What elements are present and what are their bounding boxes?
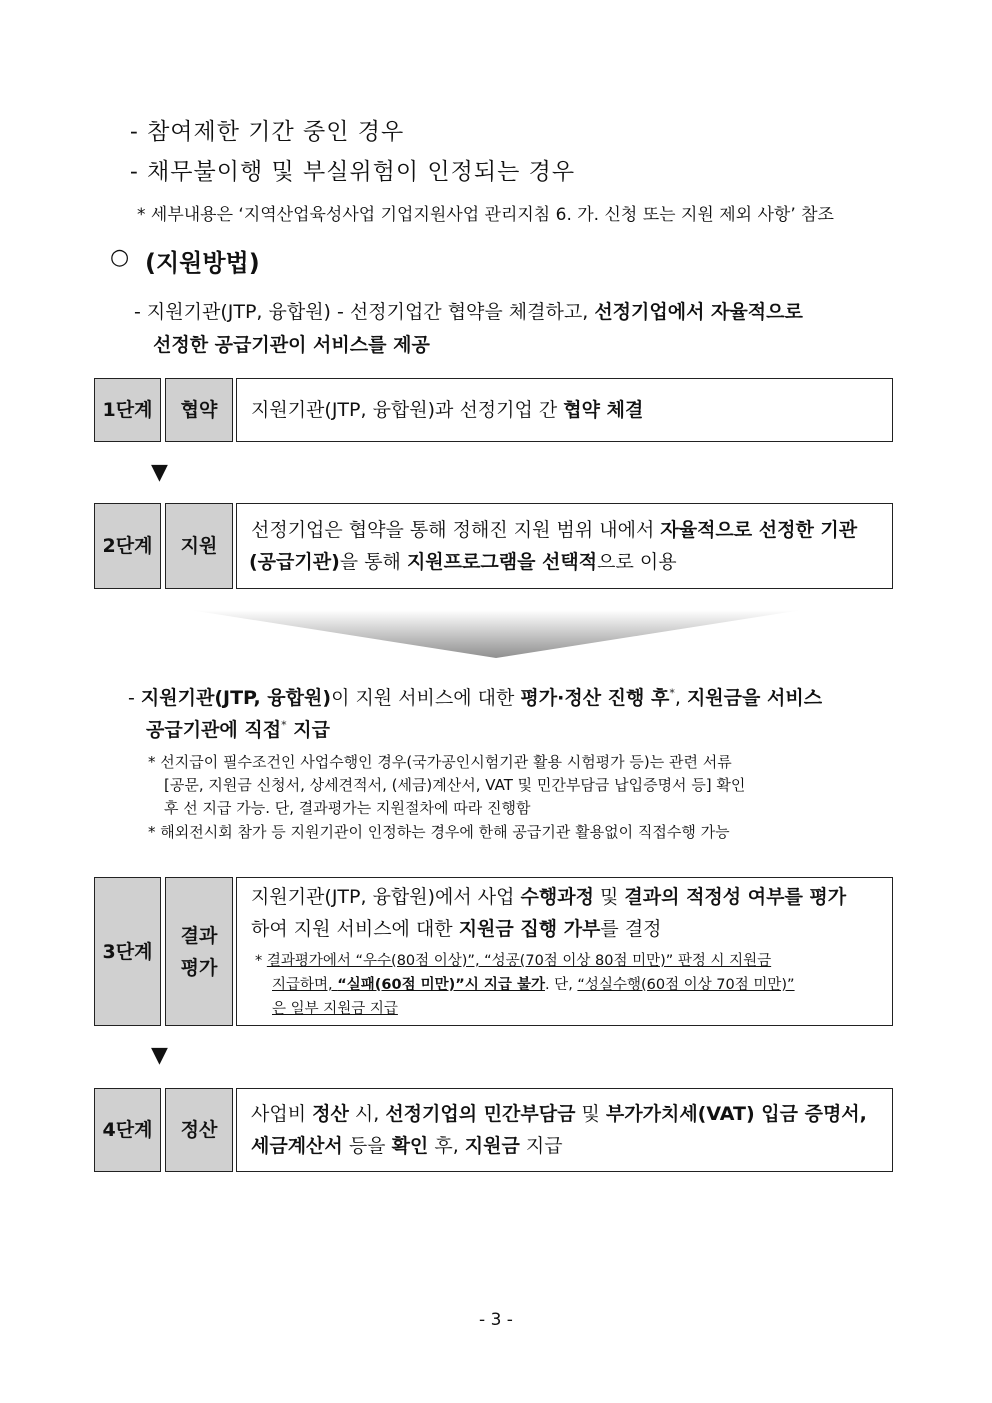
step4-row-1 bbox=[251, 1098, 892, 1130]
mid-line-1 bbox=[128, 683, 822, 710]
step4-text-h: 등을 bbox=[342, 1135, 392, 1157]
step1-text-b: 협약 체결 bbox=[563, 399, 644, 421]
step3-text-a: 지원기관(JTP, 융합원)에서 사업 bbox=[251, 886, 521, 908]
mid-text-f: 공급기관에 직접 bbox=[146, 719, 282, 741]
reference-note: * 세부내용은 ‘지역산업육성사업 기업지원사업 관리지침 6. 가. 신청 또는 지원 제외 사항’ 참조 bbox=[137, 205, 834, 225]
step3-note-star: * bbox=[255, 953, 267, 969]
step3-name-2: 평가 bbox=[180, 956, 218, 979]
mid-note-2: [공문, 지원금 신청서, 상세견적서, (세금)계산서, VAT 및 민간부담금 납입증명서 등] 확인 bbox=[164, 776, 746, 794]
step4-text-b: 정산 bbox=[312, 1103, 349, 1125]
step2-content bbox=[236, 503, 893, 589]
step1-text bbox=[251, 394, 643, 426]
step3-text-g: 를 결정 bbox=[600, 918, 662, 940]
step4-content bbox=[236, 1088, 893, 1172]
mid-note-3: 후 선 지급 가능. 단, 결과평가는 지원절차에 따라 진행함 bbox=[164, 799, 531, 817]
step4-text-l: 지급 bbox=[519, 1135, 563, 1157]
step3-name bbox=[165, 877, 233, 1026]
down-arrow-2: ▼ bbox=[151, 1043, 168, 1068]
step3-note-3 bbox=[251, 997, 892, 1021]
step2-text-f: 으로 이용 bbox=[597, 551, 677, 573]
step3-text-c: 및 bbox=[593, 886, 625, 908]
step2-name: 지원 bbox=[165, 503, 233, 589]
step3-note-1-text: 결과평가에서 “우수(80점 이상)”, “성공(70점 이상 80점 미만)” 판정 시 지원금 bbox=[266, 953, 772, 969]
mid-note-4: * 해외전시회 참가 등 지원기관이 인정하는 경우에 한해 공급기관 활용없이 직접수행 가능 bbox=[148, 823, 730, 841]
step2-text-e: 지원프로그램을 선택적 bbox=[406, 551, 598, 573]
exclusion-line-1: - 참여제한 기간 중인 경우 bbox=[130, 119, 405, 145]
step1-name: 협약 bbox=[165, 378, 233, 442]
mid-text-a: 지원기관(JTP, 융합원) bbox=[140, 687, 332, 709]
exclusion-line-2: - 채무불이행 및 부실위험이 인정되는 경우 bbox=[130, 159, 576, 185]
step4-text-a: 사업비 bbox=[251, 1103, 313, 1125]
intro-dash: - bbox=[134, 301, 141, 323]
mid-text-b: 이 지원 서비스에 대한 bbox=[331, 687, 521, 709]
step2-text-d: 을 통해 bbox=[339, 551, 407, 573]
step3-text-d: 결과의 적정성 여부를 평가 bbox=[624, 886, 847, 908]
step3-text-e: 하여 지원 서비스에 대한 bbox=[251, 918, 459, 940]
step3-note-1 bbox=[251, 949, 892, 973]
step4-name: 정산 bbox=[165, 1088, 233, 1172]
step4-text-d: 선정기업의 민간부담금 bbox=[385, 1103, 576, 1125]
step4-text-k: 지원금 bbox=[464, 1135, 520, 1157]
intro-text-a: 지원기관(JTP, 융합원) - 선정기업간 협약을 체결하고, bbox=[146, 301, 595, 323]
step4-text-g: 세금계산서 bbox=[251, 1135, 343, 1157]
step2-stage: 2단계 bbox=[94, 503, 161, 589]
step3-text-f: 지원금 집행 가부 bbox=[458, 918, 601, 940]
step1-stage: 1단계 bbox=[94, 378, 161, 442]
mid-sup-2: * bbox=[281, 718, 287, 732]
step3-note-3-text: 은 일부 지원금 지급 bbox=[272, 1001, 398, 1017]
mid-text-e: 지원금을 서비스 bbox=[686, 687, 823, 709]
section-bullet: ○ bbox=[110, 245, 130, 270]
page-number: - 3 - bbox=[479, 1310, 513, 1330]
step4-text-c: 시, bbox=[348, 1103, 386, 1125]
step3-name-1: 결과 bbox=[180, 924, 218, 947]
step2-text-a: 선정기업은 협약을 통해 정해진 지원 범위 내에서 bbox=[251, 519, 661, 541]
step3-note-2-c: . 단, bbox=[544, 977, 578, 993]
mid-text-d: , bbox=[674, 687, 687, 709]
funnel-shape bbox=[190, 608, 802, 660]
step3-note-2 bbox=[251, 973, 892, 997]
step4-text-f: 부가가치세(VAT) 입금 증명서, bbox=[605, 1103, 867, 1125]
intro-line-2: 선정한 공급기관이 서비스를 제공 bbox=[153, 334, 430, 356]
mid-line-2 bbox=[146, 715, 330, 742]
step2-text-b: 자율적으로 선정한 기관 bbox=[660, 519, 858, 541]
mid-dash: - bbox=[128, 687, 135, 709]
step3-row-2 bbox=[251, 913, 892, 945]
mid-text-g: 지급 bbox=[286, 719, 330, 741]
step4-text-j: 후, bbox=[428, 1135, 465, 1157]
step3-stage: 3단계 bbox=[94, 877, 161, 1026]
step4-stage: 4단계 bbox=[94, 1088, 161, 1172]
step1-content bbox=[236, 378, 893, 442]
step2-row-1 bbox=[251, 514, 892, 546]
intro-text-b: 선정기업에서 자율적으로 bbox=[594, 301, 803, 323]
step4-text-e: 및 bbox=[575, 1103, 606, 1125]
step3-content bbox=[236, 877, 893, 1026]
intro-line-1 bbox=[134, 297, 803, 324]
step4-text-i: 확인 bbox=[391, 1135, 429, 1157]
section-title: (지원방법) bbox=[145, 249, 260, 277]
step3-note-2-b: “실패(60점 미만)”시 지급 불가 bbox=[337, 977, 545, 993]
mid-note-1: * 선지급이 필수조건인 사업수행인 경우(국가공인시험기관 활용 시험평가 등)는 관련 서류 bbox=[148, 753, 732, 771]
down-arrow-1: ▼ bbox=[151, 460, 168, 485]
mid-text-c: 평가·정산 진행 후 bbox=[520, 687, 670, 709]
step2-row-2 bbox=[249, 546, 892, 578]
step3-note-2-a: 지급하며, bbox=[272, 977, 338, 993]
step3-row-1 bbox=[251, 881, 892, 913]
mid-sup-1: * bbox=[669, 686, 675, 700]
step1-text-a: 지원기관(JTP, 융합원)과 선정기업 간 bbox=[251, 399, 564, 421]
step3-text-b: 수행과정 bbox=[520, 886, 594, 908]
step2-text-c: (공급기관) bbox=[249, 551, 340, 573]
step4-row-2 bbox=[251, 1130, 892, 1162]
step3-note-2-d: “성실수행(60점 이상 70점 미만)” bbox=[577, 977, 795, 993]
